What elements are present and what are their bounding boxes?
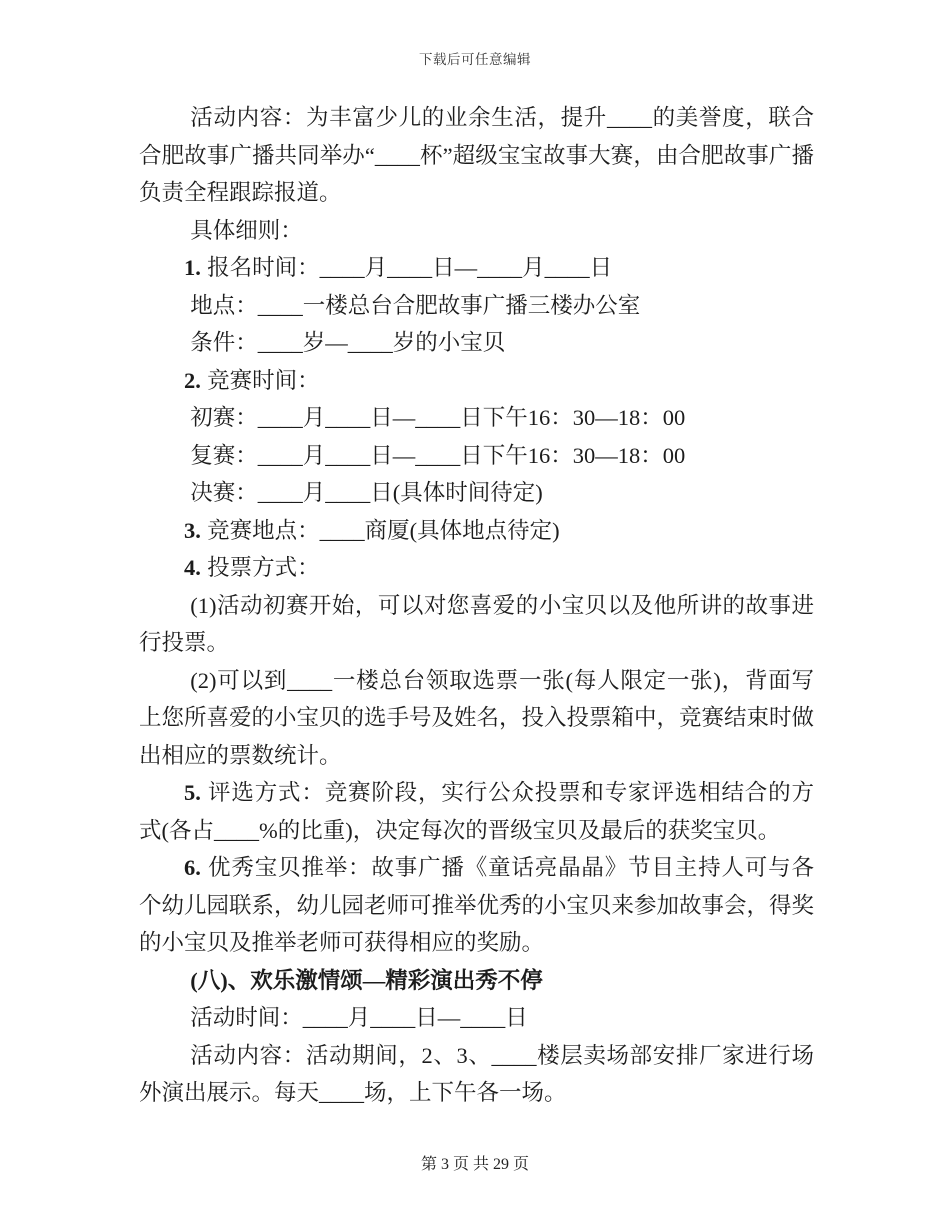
paragraph-text: 决赛：____月____日(具体时间待定) xyxy=(190,480,543,505)
paragraph-text: 竞赛时间： xyxy=(207,367,320,393)
paragraph-recommendation xyxy=(139,849,814,962)
paragraph-text: 地点：____一楼总台合肥故事广播三楼办公室 xyxy=(190,292,641,318)
paragraph-activity-time xyxy=(139,999,814,1037)
document-body xyxy=(139,99,814,1112)
list-number: 1. xyxy=(184,255,201,280)
paragraph-text: 复赛：____月____日—____日下午16：30—18：00 xyxy=(190,442,686,468)
list-number: 3. xyxy=(184,517,201,543)
paragraph-contest-time xyxy=(139,362,814,400)
paragraph-text: 报名时间：____月____日—____月____日 xyxy=(207,255,613,280)
paragraph-final xyxy=(139,474,814,512)
paragraph-voting-method xyxy=(139,549,814,587)
list-number: 6. xyxy=(184,855,201,880)
paragraph-text: 优秀宝贝推举：故事广播《童话亮晶晶》节目主持人可与各个幼儿园联系，幼儿园老师可推举优秀的小宝贝来参加故事会，得奖的小宝贝及推举老师可获得相应的奖励。 xyxy=(139,855,815,955)
section-heading-performance xyxy=(139,962,814,1000)
header-watermark: 下载后可任意编辑 xyxy=(419,52,531,67)
paragraph-activity-content-2 xyxy=(139,1037,814,1112)
list-number: 2. xyxy=(184,367,201,393)
paragraph-text: 评选方式：竞赛阶段，实行公众投票和专家评选相结合的方式(各占____%的比重)，决定每次的晋级宝贝及最后的获奖宝贝。 xyxy=(139,780,814,843)
paragraph-text: 条件：____岁—____岁的小宝贝 xyxy=(190,330,506,355)
paragraph-text: (1)活动初赛开始，可以对您喜爱的小宝贝以及他所讲的故事进行投票。 xyxy=(139,592,814,655)
paragraph-selection-method xyxy=(139,774,814,849)
paragraph-detail-rules xyxy=(139,212,814,250)
paragraph-text: 活动内容：为丰富少儿的业余生活，提升____的美誉度，联合合肥故事广播共同举办“____杯”超级宝宝故事大赛，由合肥故事广播负责全程跟踪报道。 xyxy=(139,105,814,205)
page-number-label: 第 3 页 共 29 页 xyxy=(420,1156,529,1173)
list-number: 4. xyxy=(184,555,201,580)
heading-text: (八)、欢乐激情颂—精彩演出秀不停 xyxy=(190,967,543,993)
paragraph-condition xyxy=(139,324,814,362)
paragraph-signup-time xyxy=(139,249,814,287)
paragraph-location xyxy=(139,287,814,325)
paragraph-activity-content xyxy=(139,99,814,212)
paragraph-text: 投票方式： xyxy=(207,555,320,580)
paragraph-text: 竞赛地点：____商厦(具体地点待定) xyxy=(207,517,560,543)
paragraph-text: 活动时间：____月____日—____日 xyxy=(190,1005,528,1030)
paragraph-semifinal xyxy=(139,437,814,475)
paragraph-text: (2)可以到____一楼总台领取选票一张(每人限定一张)，背面写上您所喜爱的小宝贝的选手号及姓名，投入投票箱中，竞赛结束时做出相应的票数统计。 xyxy=(139,667,815,768)
paragraph-text: 活动内容：活动期间，2、3、____楼层卖场部安排厂家进行场外演出展示。每天____场，上下午各一场。 xyxy=(139,1042,814,1105)
document-header xyxy=(0,48,950,68)
document-footer xyxy=(0,1151,950,1174)
paragraph-text: 具体细则： xyxy=(190,217,303,243)
paragraph-voting-item-2 xyxy=(139,662,814,775)
paragraph-preliminary xyxy=(139,399,814,437)
paragraph-contest-place xyxy=(139,512,814,550)
paragraph-voting-item-1 xyxy=(139,587,814,662)
paragraph-text: 初赛：____月____日—____日下午16：30—18：00 xyxy=(190,405,686,430)
list-number: 5. xyxy=(184,780,201,805)
